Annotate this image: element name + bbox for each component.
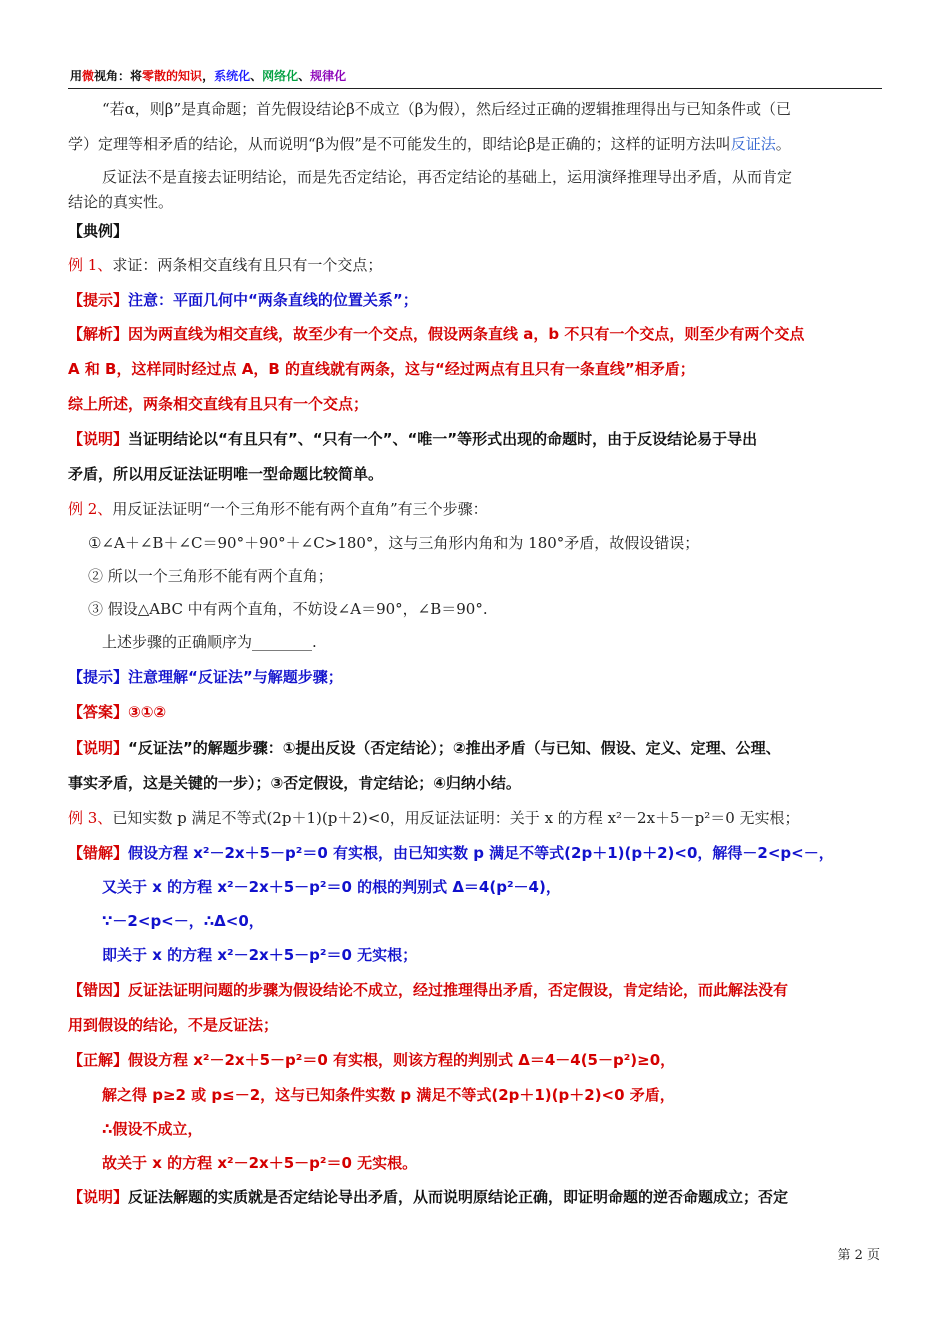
cause-label: 【错因】 [68, 981, 129, 999]
header-text: 、 [298, 69, 311, 83]
answer-line [68, 701, 166, 723]
header-text: 网络化 [262, 69, 299, 83]
note-line [68, 1186, 788, 1208]
analysis-text: A 和 B，这样同时经过点 A，B 的直线就有两条，这与“经过两点有且只有一条直线”相矛盾； [68, 360, 695, 378]
intro-line [68, 133, 791, 155]
note-text: 事实矛盾，这是关键的一步）；③否定假设，肯定结论；④归纳小结。 [68, 774, 521, 792]
hint-line [68, 289, 418, 311]
example-text: 求证：两条相交直线有且只有一个交点； [112, 256, 383, 274]
hint-label: 【提示】 [68, 291, 129, 309]
intro-text: 学）定理等相矛盾的结论，从而说明“β为假”是不可能发生的，即结论β是正确的；这样的证明方法叫 [68, 135, 731, 153]
header-text: 微 [82, 69, 95, 83]
note-text: “反证法”的解题步骤：①提出反设（否定结论）；②推出矛盾（与已知、假设、定义、定理、公理、 [128, 739, 781, 757]
note-line [68, 428, 757, 450]
page-number: 第 2 页 [837, 1248, 880, 1263]
analysis-text: 因为两直线为相交直线，故至少有一个交点，假设两条直线 a，b 不只有一个交点，则至少有两个交点 [128, 325, 805, 343]
term-link[interactable]: 反证法 [730, 135, 776, 153]
correct-text: 解之得 p≥2 或 p≤－2，这与已知条件实数 p 满足不等式(2p＋1)(p＋2)<0 矛盾， [102, 1086, 675, 1104]
example-label: 例 3、 [68, 809, 113, 827]
example-label: 例 2、 [68, 500, 113, 518]
wrong-text: 假设方程 x²－2x＋5－p²＝0 有实根，由已知实数 p 满足不等式(2p＋1)(p＋2)<0，解得－2<p<－， [128, 844, 834, 862]
example-2 [68, 498, 488, 520]
example-text: 已知实数 p 满足不等式(2p＋1)(p＋2)<0，用反证法证明：关于 x 的方程 x²－2x＋5－p²＝0 无实根； [112, 809, 800, 827]
header-text: 系统化 [214, 69, 251, 83]
cause-line [68, 979, 788, 1001]
step-item: ①∠A＋∠B＋∠C＝90°＋90°＋∠C>180°，这与三角形内角和为 180°矛盾，故假设错误； [88, 534, 700, 552]
step-item: ② 所以一个三角形不能有两个直角； [88, 567, 333, 585]
intro-line: 结论的真实性。 [68, 193, 174, 211]
note-label: 【说明】 [68, 430, 129, 448]
note-text: 当证明结论以“有且只有”、“只有一个”、“唯一”等形式出现的命题时，由于反设结论易于导出 [128, 430, 758, 448]
analysis-line [68, 323, 804, 345]
header-text: 视角：将 [94, 69, 143, 83]
correct-text: 故关于 x 的方程 x²－2x＋5－p²＝0 无实根。 [102, 1154, 418, 1172]
intro-line: 反证法不是直接去证明结论，而是先否定结论，再否定结论的基础上，运用演绎推理导出矛盾，从而肯定 [102, 168, 793, 186]
note-text: 反证法解题的实质就是否定结论导出矛盾，从而说明原结论正确，即证明命题的逆否命题成立；否定 [128, 1188, 789, 1206]
section-title: 【典例】 [68, 222, 129, 240]
example-text: 用反证法证明“一个三角形不能有两个直角”有三个步骤： [112, 500, 488, 518]
wrong-text: 即关于 x 的方程 x²－2x＋5－p²＝0 无实根； [102, 946, 418, 964]
cause-text: 用到假设的结论，不是反证法； [68, 1016, 279, 1034]
note-text: 矛盾，所以用反证法证明唯一型命题比较简单。 [68, 465, 384, 483]
note-line [68, 737, 781, 759]
hint-text: 注意理解“反证法”与解题步骤； [128, 668, 343, 686]
correct-label: 【正解】 [68, 1051, 129, 1069]
header-rule [68, 88, 882, 89]
answer-text: ③①② [128, 703, 167, 721]
correct-text: 假设方程 x²－2x＋5－p²＝0 有实根，则该方程的判别式 Δ＝4－4(5－p²)≥0， [128, 1051, 676, 1069]
note-label: 【说明】 [68, 739, 129, 757]
wrong-solution-line [68, 842, 834, 864]
note-label: 【说明】 [68, 1188, 129, 1206]
correct-text: ∴假设不成立， [102, 1120, 203, 1138]
question-text: 上述步骤的正确顺序为________. [102, 633, 317, 651]
wrong-text: 又关于 x 的方程 x²－2x＋5－p²＝0 的根的判别式 Δ＝4(p²－4)， [102, 878, 561, 896]
answer-label: 【答案】 [68, 703, 129, 721]
wrong-label: 【错解】 [68, 844, 129, 862]
intro-text: 。 [775, 135, 791, 153]
header-text: 、 [250, 69, 263, 83]
hint-line [68, 666, 343, 688]
hint-text: 注意：平面几何中“两条直线的位置关系”； [128, 291, 418, 309]
header-text: 零散的知识 [142, 69, 203, 83]
analysis-label: 【解析】 [68, 325, 129, 343]
header-text: 用 [70, 69, 83, 83]
correct-solution-line [68, 1049, 675, 1071]
intro-line: “若α，则β”是真命题；首先假设结论β不成立（β为假），然后经过正确的逻辑推理得出与已知条件或（已 [102, 100, 791, 118]
header-text: ， [202, 69, 215, 83]
hint-label: 【提示】 [68, 668, 129, 686]
example-1 [68, 254, 382, 276]
step-item: ③ 假设△ABC 中有两个直角，不妨设∠A＝90°，∠B＝90°. [88, 600, 488, 618]
header-text: 规律化 [310, 69, 347, 83]
example-label: 例 1、 [68, 256, 113, 274]
analysis-text: 综上所述，两条相交直线有且只有一个交点； [68, 395, 369, 413]
wrong-text: ∵－2<p<－，∴Δ<0， [102, 912, 264, 930]
page-header [70, 66, 882, 86]
cause-text: 反证法证明问题的步骤为假设结论不成立，经过推理得出矛盾，否定假设，肯定结论，而此解法没有 [128, 981, 789, 999]
example-3 [68, 807, 800, 829]
